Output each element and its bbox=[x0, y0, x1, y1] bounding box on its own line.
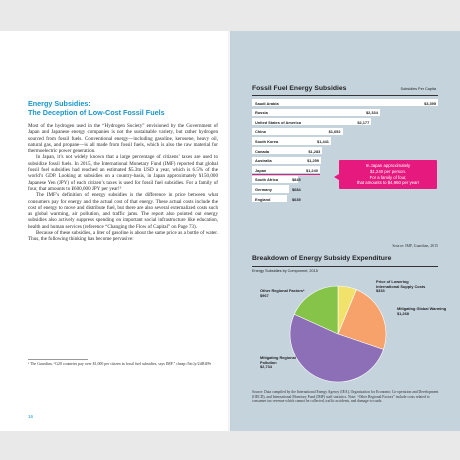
bar-category-label: South Korea bbox=[255, 138, 279, 144]
bar-row bbox=[252, 195, 438, 203]
japan-callout bbox=[339, 160, 437, 189]
bar-value-label: $1,652 bbox=[328, 129, 341, 135]
pie-chart-source: Source: Data compiled by the International Energy Agency (IEA), Organization for Economic Co-operation and Development (OECD), and International Monetary Fund (IMF) staff statistics. Note: “Other Regional Factors” include costs related to consumer tax revenue which cannot be collected, traffic accidents, and damage to roads. bbox=[252, 390, 439, 403]
bar-row bbox=[252, 128, 438, 136]
bar-value-label: $2,177 bbox=[357, 119, 370, 125]
bar-row bbox=[252, 137, 438, 145]
heading-line-2: The Deception of Low-Cost Fossil Fuels bbox=[28, 108, 165, 117]
paragraph-2: In Japan, it’s not widely known that a large percentage of citizens’ taxes are used to subsidize fossil fuels. In 2015, the International Monetary Fund (IMF) reported that global fossil fuel subsidies had reached an estimated $5.3tn USD a year, which is 6.5% of the world’s GDP. Looking at subsidies on a country-basis, in Japan approximately ¥150,000 Japanese Yen (JPY) of each citizen’s taxes is used for fossil fuel subsidies. For a family of four, that amounts to ¥600,000 JPY per year!³ bbox=[28, 154, 218, 192]
paragraph-1: Most of the hydrogen used in the “Hydrogen Society” envisioned by the Government of Japan and Japanese energy companies is not the sustainable variety, but rather hydrogen sourced from fossil fuels. Conventional energy—including gasoline, kerosene, heavy oil, natural gas, and propane—is all made from fossil fuels, which is also the raw material for thermoelectric power generation. bbox=[28, 123, 218, 155]
bar-value-label: $3,395 bbox=[424, 100, 436, 106]
footnote-divider bbox=[28, 359, 88, 360]
bar-value-label: $1,441 bbox=[317, 138, 329, 144]
bar-category-label: Australia bbox=[255, 158, 272, 164]
pie-slice-label: Mitigating Global Warming $1,268 bbox=[397, 306, 447, 316]
bar-value-label: $2,334 bbox=[365, 110, 378, 116]
bar-value-label: $684 bbox=[292, 186, 301, 192]
book-spread bbox=[0, 31, 460, 431]
bar bbox=[252, 109, 380, 116]
page-number: 16 bbox=[28, 414, 34, 419]
callout-line-4: that amounts to $4,960 per year! bbox=[356, 180, 420, 186]
section-heading bbox=[28, 99, 218, 117]
body-text bbox=[28, 123, 218, 243]
bar-chart-subtitle: Subsidies Per Capita bbox=[400, 87, 436, 91]
bar-category-label: China bbox=[255, 129, 266, 135]
book-gutter bbox=[228, 31, 232, 431]
bar-value-label: $635 bbox=[292, 196, 301, 202]
heading-line-1: Energy Subsidies: bbox=[28, 99, 91, 108]
bar-value-label: $1,259 bbox=[307, 158, 319, 164]
bar-category-label: Russia bbox=[255, 110, 268, 116]
bar-category-label: Canada bbox=[255, 148, 270, 154]
paragraph-4: Because of these subsidies, a liter of gasoline is about the same price as a bottle of water. Thus, the following thinking has become pervasive: bbox=[28, 230, 218, 243]
bar-row bbox=[252, 109, 438, 117]
bar-category-label: South Africa bbox=[255, 177, 278, 183]
bar-category-label: Germany bbox=[255, 186, 272, 192]
bar-value-label: $1,240 bbox=[306, 167, 318, 173]
bar-chart-source: Source: IMF, Guardian, 2015 bbox=[392, 244, 438, 248]
bar-value-label: $845 bbox=[292, 177, 301, 183]
bar-chart-title-rule bbox=[252, 95, 438, 96]
callout-line-1: In Japan approximately bbox=[365, 163, 411, 169]
bar-category-label: United States of America bbox=[255, 119, 301, 125]
pie-slice-label: Other Regional Factors* $967 bbox=[260, 288, 305, 298]
paragraph-3: The IMF’s definition of energy subsidies is the difference in price between what consumers pay for energy and the actual cost of that energy. These actual costs include the cost of energy to move and distribute fuel, but there are also several externalized costs such as global warming, air pollution, and traffic jams. The report also pointed out energy subsidies also actively suppress spending on important social infrastructure like education, health and human services (reference “Changing the Flow of Capital” on Page 73). bbox=[28, 192, 218, 230]
bar-row bbox=[252, 99, 438, 107]
right-page bbox=[230, 31, 460, 431]
pie-slice-label: Price of Lowering International Supply Costs $333 bbox=[376, 279, 426, 294]
pie-chart-title-rule bbox=[252, 266, 438, 267]
bar-category-label: Saudi Arabia bbox=[255, 100, 279, 106]
pie-chart-title: Breakdown of Energy Subsidy Expenditure bbox=[252, 255, 392, 262]
pie-slice-label: Mitigating Regional Pollution $2,734 bbox=[260, 355, 296, 370]
bar bbox=[252, 99, 438, 106]
callout-line-3: For a family of four, bbox=[369, 174, 407, 180]
bar-value-label: $1,283 bbox=[308, 148, 321, 154]
bar-category-label: England bbox=[255, 196, 271, 202]
footnote: ³ The Guardian, “G20 countries pay over $1,000 per citizen in fossil fuel subsidies, says IMF.” cheap://bit.ly/2ifRfJPe bbox=[28, 362, 212, 366]
bar-row bbox=[252, 118, 438, 126]
pie-chart-subtitle: Energy Subsidies by Component, 2015 bbox=[252, 269, 318, 273]
callout-line-2: $1,240 per person. bbox=[369, 168, 407, 174]
left-page bbox=[0, 31, 230, 431]
bar-row bbox=[252, 147, 438, 155]
bar-chart-title: Fossil Fuel Energy Subsidies bbox=[252, 85, 347, 92]
bar-category-label: Japan bbox=[255, 167, 267, 173]
